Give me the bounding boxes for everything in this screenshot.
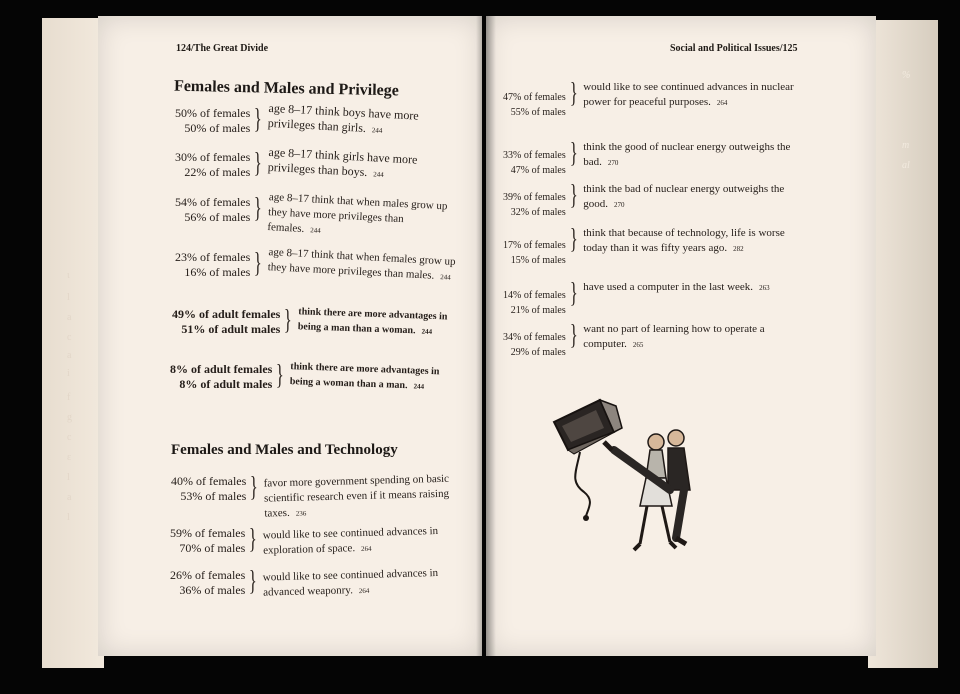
technology-entry-1	[171, 474, 463, 520]
right-entry-4	[503, 226, 803, 268]
description: age 8–17 think girls have more privileges than boys. 244	[267, 144, 418, 180]
bracket-icon: }	[276, 360, 285, 391]
bracket-icon: }	[254, 193, 263, 224]
stats: 26% of females 36% of males	[170, 568, 246, 597]
right-entry-6	[503, 322, 803, 360]
privilege-entry-4	[175, 246, 465, 282]
stats: 33% of females 47% of males	[503, 150, 566, 176]
left-margin-letter: i	[67, 368, 70, 379]
bracket-icon: }	[569, 278, 578, 309]
bracket-icon: }	[254, 148, 263, 179]
left-margin-letter: ε	[67, 452, 72, 463]
privilege-entry-1	[175, 100, 465, 138]
description: would like to see continued advances in advanced weaponry. 264	[262, 567, 439, 599]
stats: 59% of females 70% of males	[170, 526, 246, 555]
book-gutter	[476, 16, 496, 656]
right-page-edges	[868, 20, 938, 668]
left-margin-letter: l	[67, 512, 70, 523]
bracket-icon: }	[249, 524, 258, 555]
stats: 54% of females 56% of males	[175, 195, 251, 224]
bracket-icon: }	[284, 305, 293, 336]
description: would like to see continued advances in nuclear power for peaceful purposes. 264	[583, 81, 794, 108]
left-margin-letter: a	[67, 312, 72, 323]
stats: 50% of females 50% of males	[175, 106, 251, 135]
left-margin-letter: l	[67, 472, 70, 483]
description: favor more government spending on basic scientific research even if it means raising taxes. 236	[263, 472, 449, 520]
bracket-icon: }	[254, 104, 263, 135]
right-entry-5	[503, 280, 803, 318]
description: think that because of technology, life is worse today than it was fifty years ago. 282	[583, 227, 785, 254]
right-entry-1	[503, 80, 803, 120]
stats: 14% of females 21% of males	[503, 290, 566, 316]
description: think the good of nuclear energy outweighs the bad. 270	[583, 141, 791, 168]
stats: 23% of females 16% of males	[175, 250, 251, 279]
right-page-header: Social and Political Issues/125	[670, 43, 798, 54]
right-margin-letter: %	[902, 70, 911, 81]
description: think the bad of nuclear energy outweighs the good. 270	[583, 183, 785, 210]
description: age 8–17 think boys have more privileges than girls. 244	[267, 100, 419, 135]
cartoon-couple-kicking-computer-illustration	[544, 392, 692, 564]
stats: 40% of females 53% of males	[171, 474, 247, 503]
right-margin-letter: al	[902, 160, 910, 171]
stats: 17% of females 15% of males	[503, 240, 566, 266]
stats: 39% of females 32% of males	[503, 192, 566, 218]
left-margin-letter: ι	[67, 270, 70, 281]
description: age 8–17 think that when females grow up they have more privileges than males. 244	[267, 246, 456, 282]
description: think there are more advantages in being a man than a woman. 244	[297, 306, 448, 337]
stats: 34% of females 29% of males	[503, 332, 566, 358]
bracket-icon: }	[250, 472, 259, 503]
technology-entry-3	[170, 568, 462, 599]
description: would like to see continued advances in exploration of space. 264	[262, 525, 439, 557]
stats: 49% of adult females 51% of adult males	[172, 307, 281, 336]
privilege-entry-5	[172, 307, 464, 338]
bracket-icon: }	[254, 248, 263, 279]
left-margin-letter: a	[67, 350, 72, 361]
description: age 8–17 think that when males grow up they have more privileges than females. 244	[266, 191, 448, 235]
left-margin-letter: l	[67, 292, 70, 303]
description: have used a computer in the last week. 263	[583, 281, 770, 293]
right-margin-letter: m	[902, 140, 910, 151]
left-margin-letter: f	[67, 392, 71, 403]
description: think there are more advantages in being a woman than a man. 244	[289, 361, 440, 392]
bracket-icon: }	[249, 566, 258, 597]
technology-entry-2	[170, 526, 462, 557]
stats: 30% of females 22% of males	[175, 150, 251, 179]
privilege-entry-3	[175, 191, 465, 241]
bracket-icon: }	[569, 320, 578, 351]
right-entry-2	[503, 140, 803, 178]
flying-computer-icon	[554, 400, 622, 454]
bracket-icon: }	[569, 138, 578, 169]
plug-icon	[583, 515, 589, 521]
bracket-icon: }	[569, 224, 578, 255]
left-margin-letter: c	[67, 332, 72, 343]
left-margin-letter: g	[67, 412, 72, 423]
left-page-edges	[42, 18, 104, 668]
technology-section-title: Females and Males and Technology	[171, 442, 398, 458]
stats: 8% of adult females 8% of adult males	[170, 362, 273, 391]
privilege-entry-6	[170, 362, 464, 393]
left-margin-letter: a	[67, 492, 72, 503]
left-margin-letter: c	[67, 432, 72, 443]
left-page-header: 124/The Great Divide	[176, 43, 269, 54]
bracket-icon: }	[569, 78, 578, 109]
bracket-icon: }	[569, 180, 578, 211]
privilege-entry-2	[175, 144, 465, 182]
privilege-section-title: Females and Males and Privilege	[173, 77, 400, 100]
right-entry-3	[503, 182, 803, 220]
description: want no part of learning how to operate a computer. 265	[583, 323, 765, 350]
stats: 47% of females 55% of males	[503, 92, 566, 118]
